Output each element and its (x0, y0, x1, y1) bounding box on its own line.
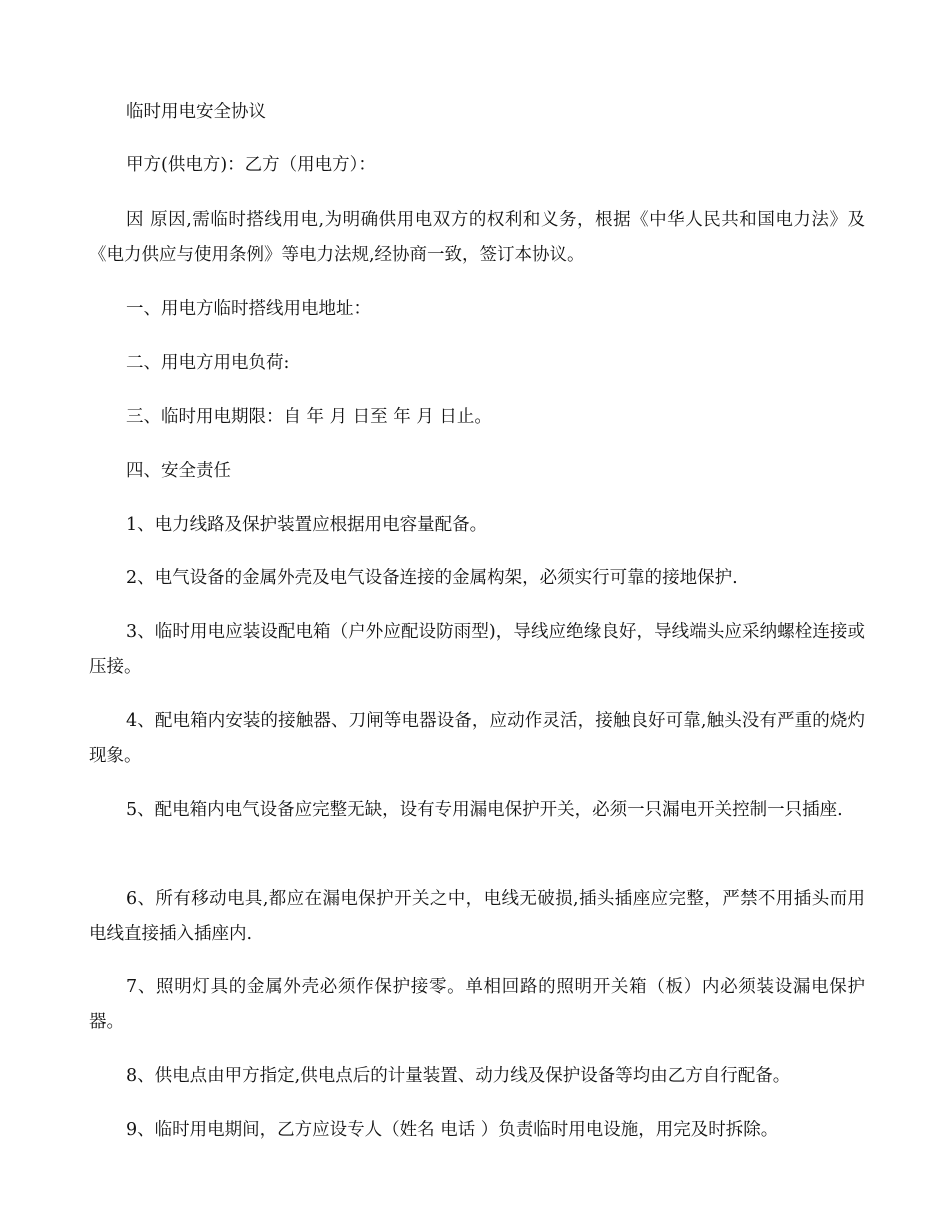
clause-address: 一、用电方临时搭线用电地址： (126, 299, 371, 319)
safety-item-9: 9、临时用电期间，乙方应设专人（姓名 电话 ）负责临时用电设施，用完及时拆除。 (126, 1120, 779, 1140)
parties-line: 甲方(供电方)：乙方（用电方）： (126, 155, 376, 175)
safety-item-8: 8、供电点由甲方指定,供电点后的计量装置、动力线及保护设备等均由乙方自行配备。 (126, 1066, 791, 1086)
safety-item-3: 3、临时用电应装设配电箱（户外应配设防雨型)，导线应绝缘良好，导线端头应采纳螺栓连接或压接。 (89, 622, 865, 677)
safety-item-5: 5、配电箱内电气设备应完整无缺，设有专用漏电保护开关，必须一只漏电开关控制一只插座. (126, 800, 843, 820)
safety-item-7: 7、照明灯具的金属外壳必须作保护接零。单相回路的照明开关箱（板）内必须装设漏电保护器。 (89, 977, 865, 1032)
clause-period: 三、临时用电期限：自 年 月 日至 年 月 日止。 (126, 407, 492, 427)
document-title: 临时用电安全协议 (126, 102, 266, 122)
safety-item-4: 4、配电箱内安装的接触器、刀闸等电器设备，应动作灵活，接触良好可靠,触头没有严重的烧灼现象。 (89, 711, 865, 766)
clause-load: 二、用电方用电负荷: (126, 353, 290, 373)
safety-item-2: 2、电气设备的金属外壳及电气设备连接的金属构架，必须实行可靠的接地保护. (126, 568, 738, 588)
safety-item-1: 1、电力线路及保护装置应根据用电容量配备。 (126, 515, 488, 535)
section-heading-safety: 四、安全责任 (126, 461, 231, 481)
safety-item-6: 6、所有移动电具,都应在漏电保护开关之中，电线无破损,插头插座应完整，严禁不用插头而用电线直接插入插座内. (89, 889, 865, 944)
preamble-paragraph: 因 原因,需临时搭线用电,为明确供用电双方的权利和义务，根据《中华人民共和国电力法》及《电力供应与使用条例》等电力法规,经协商一致，签订本协议。 (89, 210, 865, 265)
